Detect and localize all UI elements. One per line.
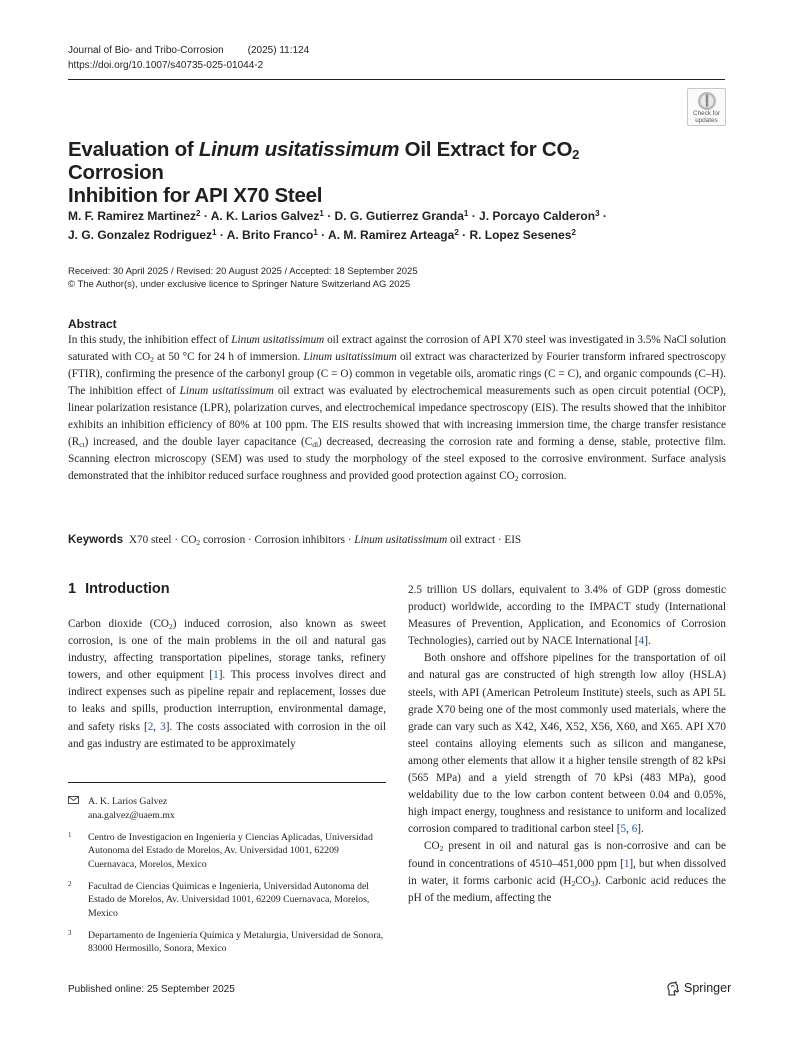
abstract-heading: Abstract (68, 317, 117, 331)
author[interactable]: R. Lopez Sesenes$^2$ (469, 227, 576, 242)
affiliation: $^3$ Departamento de Ingeniería Química y Metalurgia, Universidad de Sonora, 83000 Hermosillo, Sonora, Mexico (68, 928, 384, 954)
author[interactable]: J. Porcayo Calderon$^3$ (479, 209, 600, 223)
springer-horse-logo (666, 981, 680, 996)
left-column-text (68, 616, 386, 753)
paragraph: Carbon dioxide $(CO_2)$ induced corrosion, also known as sweet corrosion, is one of the main problems in the oil and natural gas industry, affecting transportation pipelines, storage tanks, refinery towers, and other equipment [1]. This process involves direct and indirect expenses such as pipeline repair and replacement, losses due to leaks and spills, production interruption, environmental damage, and safety risks [2, 3]. The costs associated with corrosion in the oil and gas industry are estimated to be approximately (68, 618, 386, 750)
affiliation: $^2$ Facultad de Ciencias Quimicas e Ingenieria, Universidad Autonoma del Estado de Morelos, Av. Universidad 1001, 62209 Cuernavaca, Morelos, Mexico (68, 879, 370, 919)
journal-name: Journal of Bio- and Tribo-Corrosion (68, 45, 224, 56)
citation-link[interactable]: 2 (147, 720, 154, 733)
paragraph: 2.5 trillion US dollars, equivalent to 3.4% of GDP (gross domestic product) worldwide, according to the IMPACT study (International Measures of Prevention, Application, and Economics of Corrosion Technologies), carried out by NACE International [4]. (408, 584, 726, 648)
published-online: Published online: 25 September 2025 (68, 984, 235, 995)
keywords-label: Keywords (68, 534, 123, 546)
check-for-updates-icon (697, 91, 717, 111)
journal-header (68, 44, 309, 73)
history-dates: Received: 30 April 2025 / Revised: 20 August 2025 / Accepted: 18 September 2025 (68, 266, 418, 277)
author[interactable]: M. F. Ramirez Martinez$^2$ (68, 209, 201, 223)
check-for-updates-line1: Check for (693, 110, 720, 117)
paragraph: Both onshore and offshore pipelines for the transportation of oil and natural gas are constructed of high strength low alloy (HSLA) steels, with API (American Petroleum Institute) steels, such as API 5L grade X70 being one of the most commonly used materials, where the grade can vary such as X42, X46, X52, X56, X60, and X65. API X70 steel contains alloying elements such as silicon and manganese, among other elements that allow it a higher tensile strength of 82 kPsi (565 MPa) and a yield strength of 70 kPsi (483 MPa), good weldability due to the low carbon content between 0.04 and 0.05%, high impact energy, toughness and resistance to uniform and localized corrosion compared to traditional carbon steel [5, 6]. (408, 652, 726, 836)
citation-link[interactable]: 1 (623, 857, 630, 870)
publisher-name: Springer (684, 981, 732, 995)
author[interactable]: J. G. Gonzalez Rodriguez$^1$ (68, 227, 217, 242)
citation-link[interactable]: 4 (638, 635, 645, 648)
author[interactable]: D. G. Gutierrez Granda$^1$ (334, 209, 469, 223)
author-list: M. F. Ramirez Martinez$^2$ · A. K. Larios Galvez$^1$ · D. G. Gutierrez Granda$^1$ · J. Porcayo Calderon$^3$ · J. G. Gonzalez Rodriguez$^1$ · A. Brito Franco$^1$ · A. M. Ramirez Arteaga$^2$ · R. Lopez Sesenes$^2$ (68, 209, 607, 242)
citation-link[interactable]: 1 (213, 669, 219, 682)
footnote-rule (68, 782, 386, 783)
citation-link[interactable]: 6 (631, 823, 638, 836)
copyright-notice: © The Author(s), under exclusive licence to Springer Nature Switzerland AG 2025 (68, 279, 411, 290)
springer-logo[interactable] (666, 980, 731, 996)
citation-link[interactable]: 3 (160, 720, 166, 733)
envelope-icon (68, 795, 88, 822)
keywords: Keywords X70 steel · $CO_2$ corrosion · Corrosion inhibitors · Linum usitatissimum oil extract · EIS (68, 534, 522, 547)
journal-issue: (2025) 11:124 (247, 45, 310, 56)
article-title: Evaluation of Linum usitatissimum Oil Extract for $CO_2$ Corrosion Inhibition for API X70 Steel (68, 138, 580, 207)
section-heading-introduction: 1 Introduction (68, 581, 170, 597)
check-for-updates-line2: updates (695, 116, 718, 124)
doi-link[interactable]: https://doi.org/10.1007/s40735-025-01044-2 (68, 59, 264, 71)
abstract-body: In this study, the inhibition effect of Linum usitatissimum oil extract against the corrosion of API X70 steel was investigated in 3.5% NaCl solution saturated with $CO_2$ at 50 °C for 24 h of immersion. Linum usitatissimum oil extract was characterized by Fourier transform infrared spectroscopy (FTIR), confirming the presence of the carbonyl group (C = O) common in vegetable oils, aromatic rings (C = C), and organic compounds (C–H). The inhibition effect of Linum usitatissimum oil extract was evaluated by electrochemical measurements such as open circuit potential (OCP), linear polarization resistance (LPR), polarization curves, and electrochemical impedance spectroscopy (EIS). The results showed that the inhibitor exhibits an inhibition efficiency of 80% at 100 ppm. The EIS results showed that with increasing immersion time, the charge transfer resistance $(R_{ct})$ increased, and the double layer capacitance $(C_{dl})$ decreased, decreasing the corrosion rate and forming a dense, stable, protective film. Scanning electron microscopy (SEM) was used to study the morphology of the steel exposed to the corrosive environment. Surface analysis demonstrated that the inhibitor reduced surface roughness and provided good protection against $CO_2$ corrosion. (68, 334, 727, 483)
affiliation: $^1$ Centro de Investigacion en Ingenieria y Ciencias Aplicadas, Universidad Autonoma del Estado de Morelos, Av. Universidad 1001, 62209 Cuernavaca, Morelos, Mexico (68, 830, 373, 870)
header-rule (68, 79, 725, 80)
footnotes (68, 795, 388, 964)
author[interactable]: A. Brito Franco$^1$ (226, 227, 318, 242)
citation-link[interactable]: 5 (620, 823, 627, 836)
right-column-text (408, 582, 726, 907)
article-history (68, 265, 418, 291)
corresponding-email[interactable]: ana.galvez@uaem.mx (88, 809, 175, 821)
check-for-updates-badge[interactable] (687, 88, 726, 126)
abstract-section (68, 316, 726, 485)
author[interactable]: A. M. Ramirez Arteaga$^2$ (328, 227, 459, 242)
corresponding-author (68, 795, 388, 822)
author[interactable]: A. K. Larios Galvez$^1$ (210, 209, 324, 223)
paragraph: $CO_2$ present in oil and natural gas is non-corrosive and can be found in concentrations of 4510–451,000 ppm [1], but when dissolved in water, it forms carbonic acid $(H_2CO_3)$. Carbonic acid reduces the pH of the medium, affecting the (408, 840, 726, 904)
corresponding-name: A. K. Larios Galvez (88, 796, 168, 807)
